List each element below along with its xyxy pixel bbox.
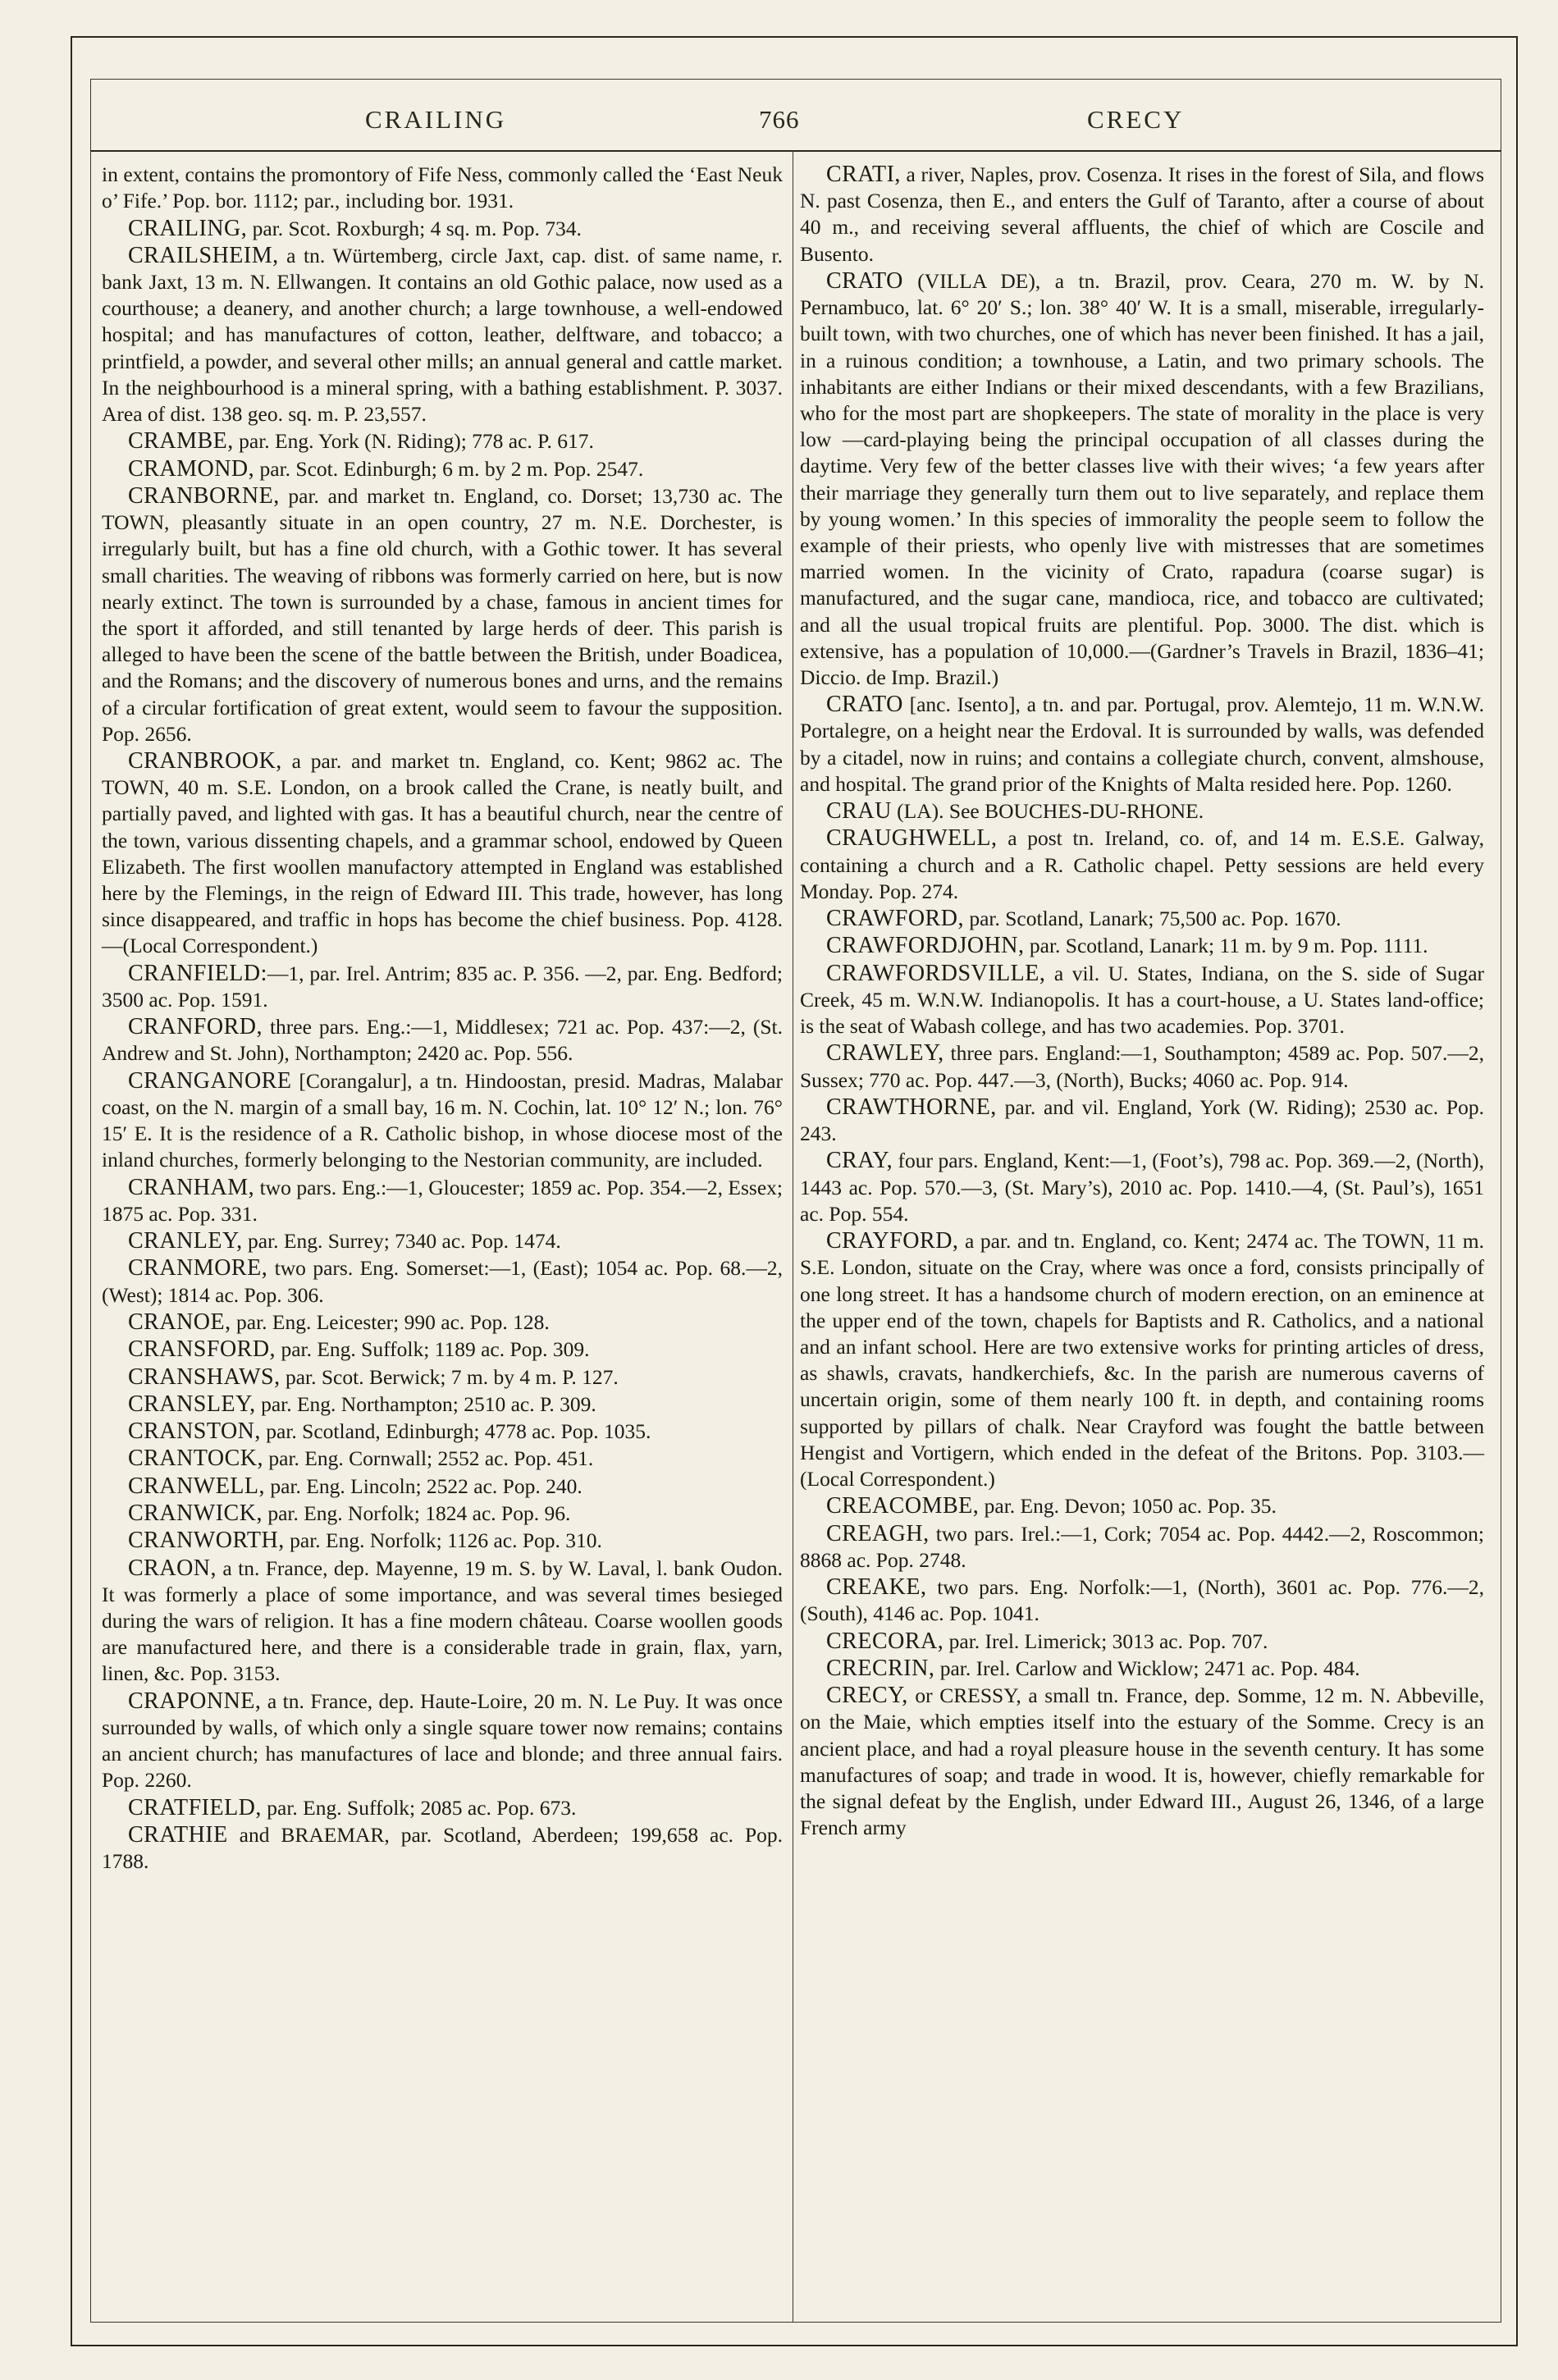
entry-text: par. Eng. Norfolk; 1126 ac. Pop. 310. xyxy=(284,1528,602,1553)
entry-text: (VILLA DE), a tn. Brazil, prov. Ceara, 270 m. W. by N. Pernambuco, lat. 6° 20′ S.; lon. 38° 40′ W. It is a small, miserable, irregularly-built town, with two churches, one of which has never been finished. It has a jail, in a ruinous condition; a townhouse, a Latin, and two primary schools. The inhabitants are either Indians or their mixed descendants, with a few Brazilians, who for the most part are shopkeepers. The state of morality in the place is very low —card-playing being the principal occupation of all classes during the daytime. Very few of the better classes live with their wives; ‘a few years after their marriage they generally turn them out to live separately, and replace them by young women.’ In this species of immorality the people seem to follow the example of their priests, who openly live with mistresses that are sometimes married women. In the vicinity of Crato, rapadura (coarse sugar) is manufactured, and the sugar cane, mandioca, rice, and tobacco are cultivated; and all the usual tropical fruits are plentiful. Pop. 3000. The dist. which is extensive, has a population of 10,000.—(Gardner’s Travels in Brazil, 1836–41; Diccio. de Imp. Brazil.) xyxy=(800,268,1484,689)
entry-text: par. Eng. Leicester; 990 ac. Pop. 128. xyxy=(231,1309,550,1334)
entry-text: par. and vil. England, York (W. Riding); 2530 ac. Pop. 243. xyxy=(800,1094,1484,1146)
gazetteer-entry xyxy=(102,1228,783,1254)
entry-headword: CRAWFORDJOHN, xyxy=(826,933,1025,959)
entry-text: par. Irel. Carlow and Wicklow; 2471 ac. Pop. 484. xyxy=(934,1656,1360,1680)
page-number: 766 xyxy=(759,105,800,134)
entry-headword: CRAMOND, xyxy=(128,455,255,482)
gazetteer-entry xyxy=(800,1683,1484,1841)
entry-text: a tn. France, dep. Mayenne, 19 m. S. by W. Laval, l. bank Oudon. It was formerly a place of some importance, and was several times besieged during the wars of religion. It has a fine modern château. Coarse woollen goods are manufactured here, and there is a considerable trade in grain, flax, yarn, linen, &c. Pop. 3153. xyxy=(102,1555,783,1686)
entry-headword: CRANLEY, xyxy=(128,1228,243,1254)
entry-headword: CRAWFORDSVILLE, xyxy=(826,960,1046,986)
entry-text: par. Eng. York (N. Riding); 778 ac. P. 617. xyxy=(233,429,594,454)
entry-headword: CRANHAM, xyxy=(128,1174,255,1200)
running-head-left: CRAILING xyxy=(365,105,507,134)
gazetteer-entry xyxy=(800,1656,1484,1682)
gazetteer-entry xyxy=(102,1391,783,1418)
entry-headword: CRAPONNE, xyxy=(128,1688,262,1714)
gazetteer-entry xyxy=(800,162,1484,267)
entry-headword: CRAWTHORNE, xyxy=(826,1094,997,1120)
gazetteer-entry xyxy=(102,748,783,960)
entry-text: two pars. Eng. Norfolk:—1, (North), 3601 ac. Pop. 776.—2, (South), 4146 ac. Pop. 1041. xyxy=(800,1575,1484,1626)
entry-text: par. Eng. Suffolk; 2085 ac. Pop. 673. xyxy=(261,1795,577,1820)
entry-text: par. Eng. Northampton; 2510 ac. P. 309. xyxy=(255,1391,596,1416)
entry-text: a post tn. Ireland, co. of, and 14 m. E.S.E. Galway, containing a church and a R. Catholic chapel. Petty sessions are held every Monday. Pop. 274. xyxy=(800,826,1484,903)
entry-text: and BRAEMAR, par. Scotland, Aberdeen; 199,658 ac. Pop. 1788. xyxy=(102,1822,783,1874)
gazetteer-entry xyxy=(102,1175,783,1227)
gazetteer-entry xyxy=(800,933,1484,959)
entry-text: a vil. U. States, Indiana, on the S. side of Sugar Creek, 45 m. W.N.W. Indianopolis. It has a court-house, a U. States land-office; is the seat of Wabash college, and has two academies. Pop. 3701. xyxy=(800,961,1484,1039)
gazetteer-entry xyxy=(800,1574,1484,1627)
entry-headword: CRANMORE, xyxy=(128,1255,268,1281)
entry-headword: CRANSTON, xyxy=(128,1418,261,1445)
gazetteer-entry xyxy=(102,456,783,482)
entry-headword: CRANWORTH, xyxy=(128,1528,285,1554)
entry-headword: CRATI, xyxy=(826,162,901,187)
entry-text: three pars. England:—1, Southampton; 4589 ac. Pop. 507.—2, Sussex; 770 ac. Pop. 447.—3, (North), Bucks; 4060 ac. Pop. 914. xyxy=(800,1041,1484,1092)
entry-headword: CRANOE, xyxy=(128,1309,231,1335)
entry-headword: CRANTOCK, xyxy=(128,1446,264,1472)
gazetteer-entry xyxy=(800,1040,1484,1093)
entry-text: par. Eng. Surrey; 7340 ac. Pop. 1474. xyxy=(242,1229,561,1254)
entry-headword: CRATHIE xyxy=(128,1821,228,1848)
entry-headword: CRATO xyxy=(826,267,903,294)
entry-headword: CRAILING, xyxy=(128,215,248,241)
gazetteer-entry xyxy=(102,1068,783,1174)
entry-text: par. Eng. Lincoln; 2522 ac. Pop. 240. xyxy=(265,1473,583,1498)
entry-headword: CRECRIN, xyxy=(826,1655,935,1681)
gazetteer-entry xyxy=(102,216,783,242)
gazetteer-entry xyxy=(102,1309,783,1336)
gazetteer-entry xyxy=(102,243,783,427)
entry-headword: CRANGANORE xyxy=(128,1067,292,1094)
header-rule xyxy=(90,150,1501,152)
gazetteer-entry xyxy=(102,1364,783,1391)
gazetteer-entry xyxy=(800,1493,1484,1519)
left-column xyxy=(102,162,783,1875)
entry-headword: CRANWELL, xyxy=(128,1473,266,1499)
gazetteer-entry xyxy=(102,1418,783,1445)
entry-headword: CRATFIELD, xyxy=(128,1794,262,1820)
entry-headword: CRATO xyxy=(826,692,903,718)
entry-text: two pars. Eng. Somerset:—1, (East); 1054 ac. Pop. 68.—2, (West); 1814 ac. Pop. 306. xyxy=(102,1256,783,1307)
entry-text: —1, par. Irel. Antrim; 835 ac. P. 356. —2, par. Eng. Bedford; 3500 ac. Pop. 1591. xyxy=(102,961,783,1012)
gazetteer-entry xyxy=(102,1336,783,1363)
entry-headword: CREAKE, xyxy=(826,1574,927,1601)
entry-headword: CREAGH, xyxy=(826,1520,930,1546)
entry-headword: CRANSHAWS, xyxy=(128,1364,281,1390)
entry-text: four pars. England, Kent:—1, (Foot’s), 798 ac. Pop. 369.—2, (North), 1443 ac. Pop. 570.—3, (St. Mary’s), 2010 ac. Pop. 1410.—4, (St. Paul’s), 1651 ac. Pop. 554. xyxy=(800,1149,1484,1226)
gazetteer-entry xyxy=(800,1094,1484,1147)
entry-text: par. and market tn. England, co. Dorset; 13,730 ac. The TOWN, pleasantly situate in an open country, 27 m. N.E. Dorchester, is irregularly built, but has a fine old church, with a Gothic tower. It has several small charities. The weaving of ribbons was formerly carried on here, but is now nearly extinct. The town is surrounded by a chase, famous in ancient times for the sport it afforded, and still tenanted by large herds of deer. This parish is alleged to have been the scene of the battle between the British, under Boadicea, and the Romans; and the discovery of numerous bones and urns, and the remains of a circular fortification of great extent, would seem to favour the supposition. Pop. 2656. xyxy=(102,483,783,746)
entry-text: par. Eng. Suffolk; 1189 ac. Pop. 309. xyxy=(276,1337,590,1362)
entry-headword: CRAY, xyxy=(826,1148,893,1174)
gazetteer-entry xyxy=(102,1473,783,1500)
gazetteer-entry xyxy=(102,1688,783,1794)
entry-headword: CRANWICK, xyxy=(128,1501,263,1527)
gazetteer-entry xyxy=(102,1555,783,1688)
entry-text: a par. and market tn. England, co. Kent; 9862 ac. The TOWN, 40 m. S.E. London, on a brook called the Crane, is neatly built, and partially paved, and lighted with gas. It has a beautiful church, near the centre of the town, various dissenting chapels, and a grammar school, endowed by Queen Elizabeth. The first woollen manufactory attempted in England was established here by the Flemings, in the reign of Edward III. This trade, however, has long since disappeared, and traffic in hops has become the chief business. Pop. 4128.—(Local Correspondent.) xyxy=(102,749,783,958)
entry-text: par. Irel. Limerick; 3013 ac. Pop. 707. xyxy=(943,1629,1268,1653)
gazetteer-entry xyxy=(102,1446,783,1472)
gazetteer-entry xyxy=(800,1629,1484,1655)
gazetteer-entry xyxy=(800,1148,1484,1227)
entry-text: par. Scotland, Lanark; 75,500 ac. Pop. 1670. xyxy=(963,907,1341,931)
gazetteer-entry xyxy=(800,1521,1484,1574)
gazetteer-entry xyxy=(102,428,783,455)
entry-headword: CRECY, xyxy=(826,1683,908,1709)
entry-text: two pars. Eng.:—1, Gloucester; 1859 ac. Pop. 354.—2, Essex; 1875 ac. Pop. 331. xyxy=(102,1175,783,1226)
entry-text: three pars. Eng.:—1, Middlesex; 721 ac. Pop. 437:—2, (St. Andrew and St. John), Northampton; 2420 ac. Pop. 556. xyxy=(102,1015,783,1066)
entry-text: a par. and tn. England, co. Kent; 2474 ac. The TOWN, 11 m. S.E. London, situate on the Cray, where was once a ford, consists principally of one long street. It has a handsome church of modern erection, on an eminence at the upper end of the town, chapels for Baptists and R. Catholics, and a national and an infant school. Here are two extensive works for printing articles of dress, as shawls, cravats, handkerchiefs, &c. In the parish are numerous caverns of uncertain origin, some of them nearly 100 ft. in depth, and containing rooms supported by pillars of chalk. Near Crayford was fought the battle between Hengist and Vortigern, which ended in the defeat of the Britons. Pop. 3103.—(Local Correspondent.) xyxy=(800,1229,1484,1491)
entry-headword: CRAUGHWELL, xyxy=(826,825,998,852)
entry-text: par. Scot. Edinburgh; 6 m. by 2 m. Pop. 2547. xyxy=(254,456,644,481)
entry-text: or CRESSY, a small tn. France, dep. Somme, 12 m. N. Abbeville, on the Maie, which empties itself into the estuary of the Somme. Crecy is an ancient place, and had a royal pleasure house in the seventh century. It has some manufactures of soap; and trade in wood. It is, however, chiefly remarkable for the signal defeat by the English, under Edward III., August 26, 1346, of a large French army xyxy=(800,1683,1484,1840)
gazetteer-entry xyxy=(800,825,1484,905)
entry-headword: CRAYFORD, xyxy=(826,1228,959,1254)
entry-headword: CRANBORNE, xyxy=(128,482,280,509)
entry-headword: CRANSLEY, xyxy=(128,1391,256,1417)
right-column xyxy=(800,162,1484,1842)
entry-text: par. Scotland, Edinburgh; 4778 ac. Pop. 1035. xyxy=(260,1419,651,1444)
entry-headword: CRAMBE, xyxy=(128,428,234,455)
gazetteer-entry xyxy=(102,1501,783,1527)
entry-headword: CRAU xyxy=(826,798,892,825)
entry-text: a tn. France, dep. Haute-Loire, 20 m. N. Le Puy. It was once surrounded by walls, of which only a single square tower now remains; contains an ancient church; has manufactures of lace and blonde; and three annual fairs. Pop. 2260. xyxy=(102,1688,783,1793)
entry-headword: CRAWLEY, xyxy=(826,1040,944,1067)
gazetteer-entry xyxy=(800,906,1484,932)
entry-text: [anc. Isento], a tn. and par. Portugal, prov. Alemtejo, 11 m. W.N.W. Portalegre, on a height near the Erdoval. It is surrounded by walls, was defended by a citadel, now in ruins; and contains a collegiate church, convent, almshouse, and hospital. The grand prior of the Knights of Malta resided here. Pop. 1260. xyxy=(800,692,1484,796)
running-head-right: CRECY xyxy=(1087,105,1185,134)
entry-text: two pars. Irel.:—1, Cork; 7054 ac. Pop. 4442.—2, Roscommon; 8868 ac. Pop. 2748. xyxy=(800,1521,1484,1572)
gazetteer-entry xyxy=(800,692,1484,797)
gazetteer-entry xyxy=(800,1228,1484,1492)
entry-headword: CRANSFORD, xyxy=(128,1336,276,1363)
entry-text: in extent, contains the promontory of Fife Ness, commonly called the ‘East Neuk o’ Fife.’ Pop. bor. 1112; par., including bor. 1931. xyxy=(102,162,783,213)
gazetteer-entry xyxy=(102,162,783,214)
gazetteer-entry xyxy=(102,1255,783,1308)
entry-headword: CRANFORD, xyxy=(128,1014,263,1040)
gazetteer-entry xyxy=(800,961,1484,1040)
gazetteer-entry xyxy=(102,483,783,747)
gazetteer-entry xyxy=(800,268,1484,691)
entry-text: a tn. Würtemberg, circle Jaxt, cap. dist. of same name, r. bank Jaxt, 13 m. N. Ellwangen. It contains an old Gothic palace, now used as a courthouse; a deanery, and another church; a large townhouse, a well-endowed hospital; and has manufactures of cotton, leather, delftware, and tobacco; a printfield, a powder, and several other mills; an annual general and cattle market. In the neighbourhood is a mineral spring, with a bathing establishment. P. 3037. Area of dist. 138 geo. sq. m. P. 23,557. xyxy=(102,243,783,427)
entry-headword: CRAON, xyxy=(128,1555,217,1581)
entry-headword: CRECORA, xyxy=(826,1628,944,1654)
entry-headword: CRANFIELD: xyxy=(128,960,267,986)
entry-text: par. Eng. Devon; 1050 ac. Pop. 35. xyxy=(979,1494,1277,1519)
gazetteer-entry xyxy=(102,1014,783,1067)
entry-text: [Corangalur], a tn. Hindoostan, presid. Madras, Malabar coast, on the N. margin of a small bay, 16 m. N. Cochin, lat. 10° 12′ N.; lon. 76° 15′ E. It is the residence of a R. Catholic bishop, in whose diocese most of the inland churches, formerly belonging to the Nestorian community, are included. xyxy=(102,1068,783,1172)
entry-headword: CREACOMBE, xyxy=(826,1493,980,1519)
gazetteer-entry xyxy=(102,1822,783,1875)
gazetteer-entry xyxy=(102,1795,783,1821)
entry-text: par. Scot. Berwick; 7 m. by 4 m. P. 127. xyxy=(280,1364,619,1389)
entry-headword: CRANBROOK, xyxy=(128,748,282,774)
gazetteer-entry xyxy=(102,961,783,1013)
entry-text: par. Eng. Cornwall; 2552 ac. Pop. 451. xyxy=(263,1446,594,1471)
gazetteer-entry xyxy=(800,798,1484,825)
entry-text: par. Eng. Norfolk; 1824 ac. Pop. 96. xyxy=(262,1501,571,1526)
entry-headword: CRAILSHEIM, xyxy=(128,242,279,268)
entry-text: par. Scot. Roxburgh; 4 sq. m. Pop. 734. xyxy=(247,216,582,240)
entry-text: a river, Naples, prov. Cosenza. It rises in the forest of Sila, and flows N. past Cosenza, then E., and enters the Gulf of Taranto, after a course of about 40 m., and receiving several affluents, the chief of which are Coscile and Busento. xyxy=(800,162,1484,266)
gazetteer-entry xyxy=(102,1528,783,1554)
entry-text: (LA). See BOUCHES-DU-RHONE. xyxy=(891,799,1204,824)
entry-headword: CRAWFORD, xyxy=(826,906,964,932)
entry-text: par. Scotland, Lanark; 11 m. by 9 m. Pop. 1111. xyxy=(1024,934,1428,958)
